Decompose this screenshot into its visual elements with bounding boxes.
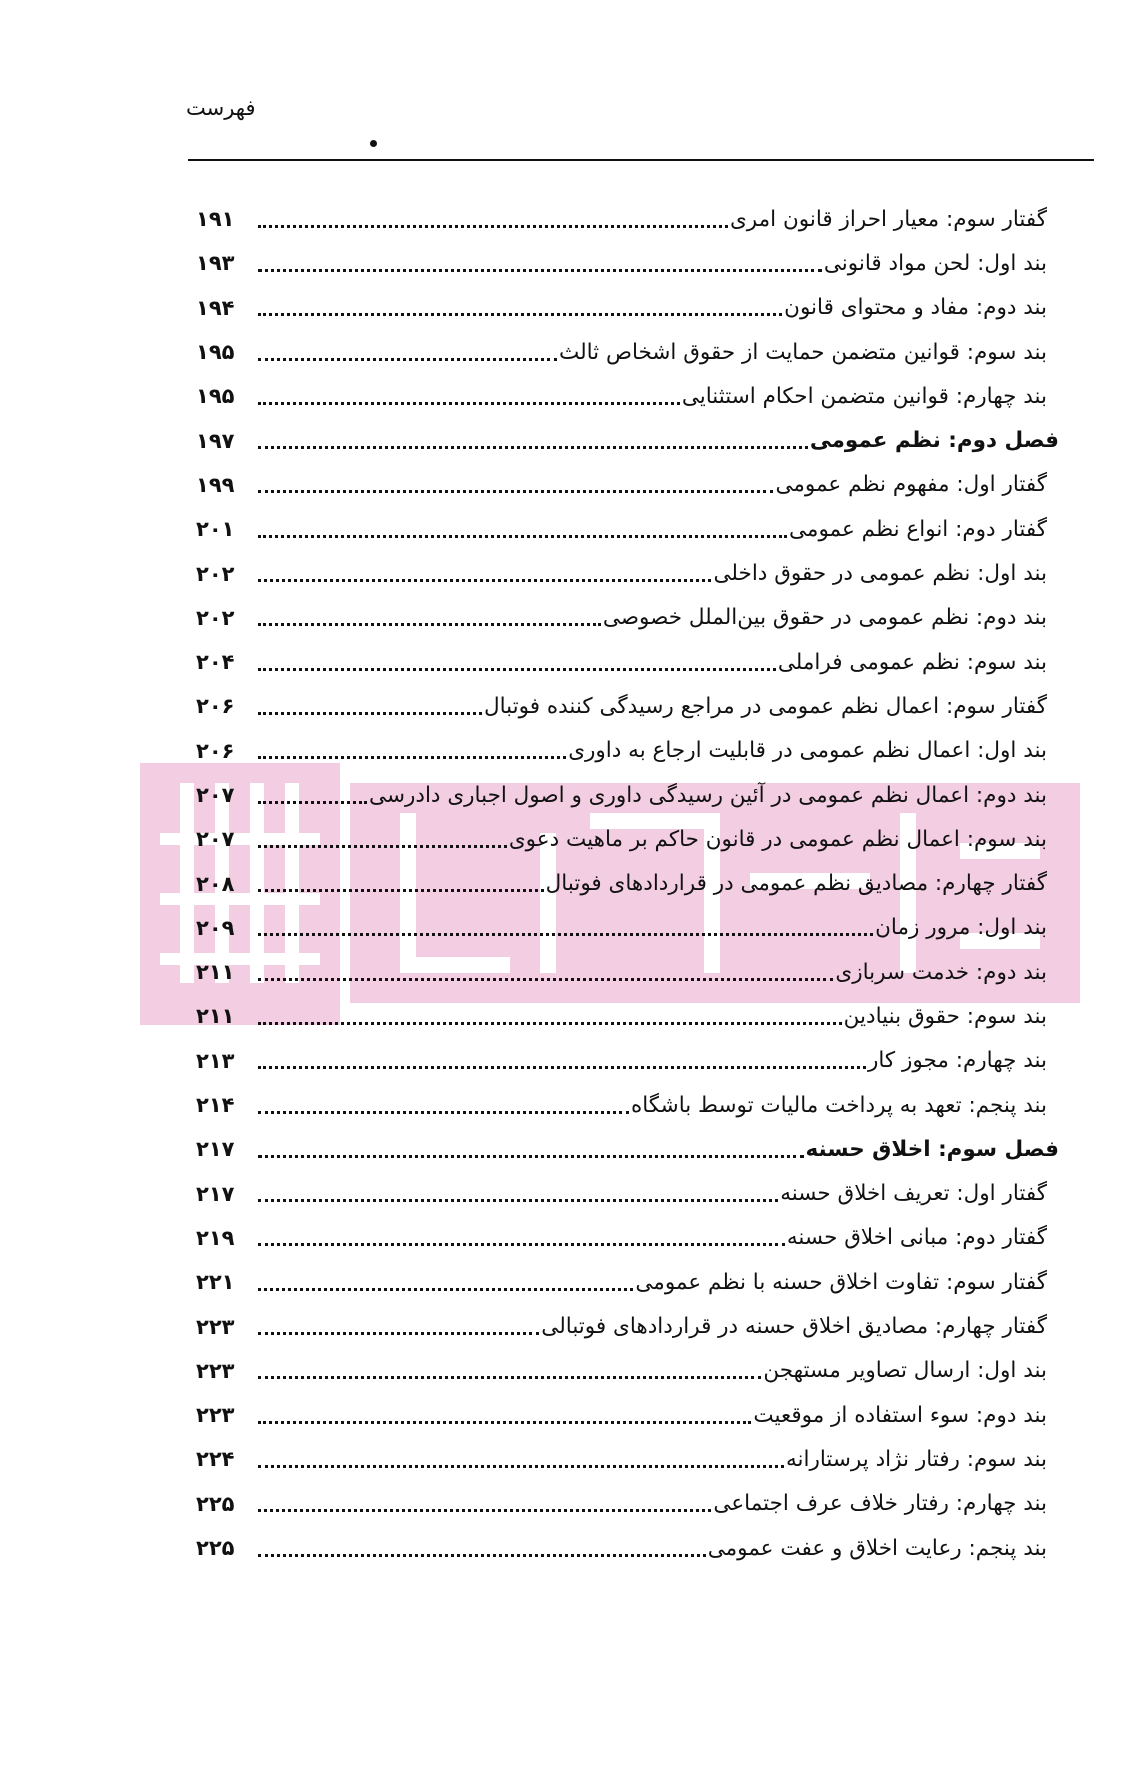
toc-entry-title: گفتار چهارم: مصادیق نظم عمومی در قراردادهای فوتبال: [545, 871, 1047, 897]
toc-entry[interactable]: [196, 1039, 1059, 1083]
toc-entry[interactable]: [196, 1260, 1059, 1304]
toc-entry-page-number: ۲۰۷: [196, 783, 235, 807]
toc-entry[interactable]: [196, 507, 1059, 551]
toc-entry-page-number: ۲۱۳: [196, 1048, 235, 1073]
toc-entry-title: بند چهارم: قوانین متضمن احکام استثنایی: [681, 383, 1047, 409]
toc-entry[interactable]: [196, 374, 1059, 418]
toc-entry-title: بند اول: نظم عمومی در حقوق داخلی: [713, 561, 1047, 587]
toc-entry-title: بند دوم: مفاد و محتوای قانون: [784, 295, 1047, 321]
toc-entry-title: فصل دوم: نظم عمومی: [809, 428, 1059, 454]
dot-leader: [258, 1288, 633, 1291]
toc-entry[interactable]: [196, 817, 1059, 861]
dot-leader: [258, 358, 557, 361]
toc-entry[interactable]: [196, 596, 1059, 640]
toc-entry[interactable]: [196, 861, 1059, 905]
toc-entry-title: بند دوم: نظم عمومی در حقوق بین‌الملل خصوصی: [602, 605, 1047, 631]
dot-leader: [258, 712, 482, 715]
toc-entry-page-number: ۲۲۳: [196, 1403, 235, 1428]
toc-entry[interactable]: [196, 418, 1059, 462]
toc-entry[interactable]: [196, 1216, 1059, 1260]
toc-entry-title: گفتار دوم: انواع نظم عمومی: [789, 516, 1047, 542]
toc-entry-title: بند سوم: نظم عمومی فراملی: [777, 649, 1047, 675]
toc-entry-title: گفتار دوم: مبانی اخلاق حسنه: [786, 1225, 1047, 1251]
table-of-contents: [196, 197, 1059, 1570]
toc-entry[interactable]: [196, 1127, 1059, 1171]
dot-leader: [258, 313, 782, 316]
toc-entry-page-number: ۲۰۸: [196, 871, 235, 896]
toc-entry-page-number: ۲۲۳: [196, 1358, 235, 1383]
dot-leader: [258, 490, 773, 493]
toc-entry-page-number: ۲۲۵: [196, 1536, 235, 1561]
dot-leader: [258, 1509, 711, 1512]
toc-entry[interactable]: [196, 463, 1059, 507]
header-dot: [370, 140, 377, 147]
toc-entry-page-number: ۲۲۳: [196, 1314, 235, 1339]
toc-entry[interactable]: [196, 684, 1059, 728]
dot-leader: [258, 756, 566, 759]
toc-entry[interactable]: [196, 773, 1059, 817]
toc-entry[interactable]: [196, 1083, 1059, 1127]
dot-leader: [258, 801, 367, 804]
dot-leader: [258, 889, 544, 892]
toc-entry[interactable]: [196, 1526, 1059, 1570]
toc-entry-page-number: ۱۹۳: [196, 251, 235, 276]
toc-entry[interactable]: [196, 197, 1059, 241]
toc-entry-page-number: ۲۱۱: [196, 1004, 235, 1029]
toc-entry-page-number: ۲۱۱: [196, 960, 235, 985]
dot-leader: [258, 535, 787, 538]
toc-entry-title: گفتار اول: تعریف اخلاق حسنه: [780, 1181, 1047, 1207]
toc-entry[interactable]: [196, 950, 1059, 994]
toc-entry-title: بند پنجم: رعایت اخلاق و عفت عمومی: [707, 1535, 1047, 1561]
toc-entry-page-number: ۲۰۶: [196, 694, 235, 719]
toc-entry-title: بند اول: اعمال نظم عمومی در قابلیت ارجاع به داوری: [568, 738, 1047, 764]
dot-leader: [258, 1465, 784, 1468]
toc-entry-page-number: ۱۹۴: [196, 295, 235, 320]
dot-leader: [258, 1332, 539, 1335]
page-header-title: فهرست: [186, 96, 256, 120]
toc-entry[interactable]: [196, 551, 1059, 595]
toc-entry-page-number: ۲۲۴: [196, 1447, 235, 1472]
toc-entry-page-number: ۲۰۴: [196, 650, 235, 675]
toc-entry-page-number: ۲۰۹: [196, 915, 235, 940]
toc-entry-page-number: ۲۱۷: [196, 1137, 235, 1162]
toc-entry-title: فصل سوم: اخلاق حسنه: [805, 1136, 1059, 1162]
dot-leader: [258, 1554, 706, 1557]
toc-entry[interactable]: [196, 1304, 1059, 1348]
dot-leader: [258, 446, 808, 449]
toc-entry[interactable]: [196, 1482, 1059, 1526]
toc-entry[interactable]: [196, 1349, 1059, 1393]
toc-entry-title: بند دوم: خدمت سربازی: [835, 959, 1047, 985]
toc-entry-title: بند اول: لحن مواد قانونی: [823, 250, 1047, 276]
toc-entry-title: بند سوم: اعمال نظم عمومی در قانون حاکم بر ماهیت دعوی: [508, 826, 1047, 852]
toc-entry[interactable]: [196, 1393, 1059, 1437]
toc-entry[interactable]: [196, 640, 1059, 684]
dot-leader: [258, 978, 833, 981]
toc-entry[interactable]: [196, 1437, 1059, 1481]
toc-entry-page-number: ۲۱۴: [196, 1093, 235, 1118]
toc-entry-title: بند چهارم: رفتار خلاف عرف اجتماعی: [713, 1491, 1047, 1517]
dot-leader: [258, 402, 680, 405]
dot-leader: [258, 225, 728, 228]
toc-entry-title: بند سوم: حقوق بنیادین: [843, 1003, 1047, 1029]
toc-entry-page-number: ۱۹۱: [196, 207, 235, 232]
dot-leader: [258, 269, 822, 272]
dot-leader: [258, 1111, 629, 1114]
toc-entry-page-number: ۲۰۱: [196, 517, 235, 542]
toc-entry[interactable]: [196, 286, 1059, 330]
toc-entry-title: بند اول: مرور زمان: [875, 915, 1047, 941]
toc-entry-page-number: ۲۰۷: [196, 827, 235, 852]
dot-leader: [258, 668, 776, 671]
toc-entry-title: بند اول: ارسال تصاویر مستهجن: [763, 1358, 1047, 1384]
toc-entry[interactable]: [196, 330, 1059, 374]
toc-entry[interactable]: [196, 906, 1059, 950]
toc-entry-page-number: ۱۹۹: [196, 472, 235, 497]
toc-entry-title: گفتار چهارم: مصادیق اخلاق حسنه در قراردادهای فوتبالی: [541, 1314, 1047, 1340]
toc-entry-page-number: ۲۰۲: [196, 561, 235, 586]
dot-leader: [258, 845, 507, 848]
toc-entry-page-number: ۱۹۵: [196, 340, 235, 365]
toc-entry[interactable]: [196, 994, 1059, 1038]
dot-leader: [258, 1243, 785, 1246]
toc-entry[interactable]: [196, 729, 1059, 773]
dot-leader: [258, 579, 711, 582]
toc-entry[interactable]: [196, 241, 1059, 285]
dot-leader: [258, 933, 873, 936]
dot-leader: [258, 1376, 761, 1379]
toc-entry-title: گفتار سوم: تفاوت اخلاق حسنه با نظم عمومی: [635, 1269, 1047, 1295]
toc-entry-title: بند سوم: رفتار نژاد پرستارانه: [785, 1446, 1047, 1472]
toc-entry-page-number: ۱۹۵: [196, 384, 235, 409]
dot-leader: [258, 1421, 751, 1424]
header-rule: [188, 159, 1094, 161]
dot-leader: [258, 1155, 804, 1158]
toc-entry-page-number: ۱۹۷: [196, 428, 235, 453]
toc-entry-page-number: ۲۱۷: [196, 1181, 235, 1206]
toc-entry-page-number: ۲۲۱: [196, 1270, 235, 1295]
toc-entry-title: گفتار سوم: اعمال نظم عمومی در مراجع رسیدگی کننده فوتبال: [483, 693, 1047, 719]
dot-leader: [258, 1066, 866, 1069]
toc-entry-page-number: ۲۲۵: [196, 1491, 235, 1516]
toc-entry-title: بند دوم: سوء استفاده از موقعیت: [753, 1402, 1047, 1428]
toc-entry-page-number: ۲۰۲: [196, 605, 235, 630]
dot-leader: [258, 1022, 842, 1025]
dot-leader: [258, 623, 601, 626]
toc-entry-title: بند دوم: اعمال نظم عمومی در آئین رسیدگی داوری و اصول اجباری دادرسی: [369, 782, 1047, 808]
toc-entry-title: گفتار سوم: معیار احراز قانون امری: [729, 206, 1047, 232]
toc-entry[interactable]: [196, 1172, 1059, 1216]
toc-entry-title: بند پنجم: تعهد به پرداخت مالیات توسط باشگاه: [630, 1092, 1047, 1118]
toc-entry-page-number: ۲۰۶: [196, 738, 235, 763]
toc-entry-title: بند سوم: قوانین متضمن حمایت از حقوق اشخاص ثالث: [558, 339, 1047, 365]
toc-entry-page-number: ۲۱۹: [196, 1225, 235, 1250]
dot-leader: [258, 1199, 778, 1202]
toc-entry-title: گفتار اول: مفهوم نظم عمومی: [775, 472, 1047, 498]
toc-entry-title: بند چهارم: مجوز کار: [867, 1048, 1047, 1074]
